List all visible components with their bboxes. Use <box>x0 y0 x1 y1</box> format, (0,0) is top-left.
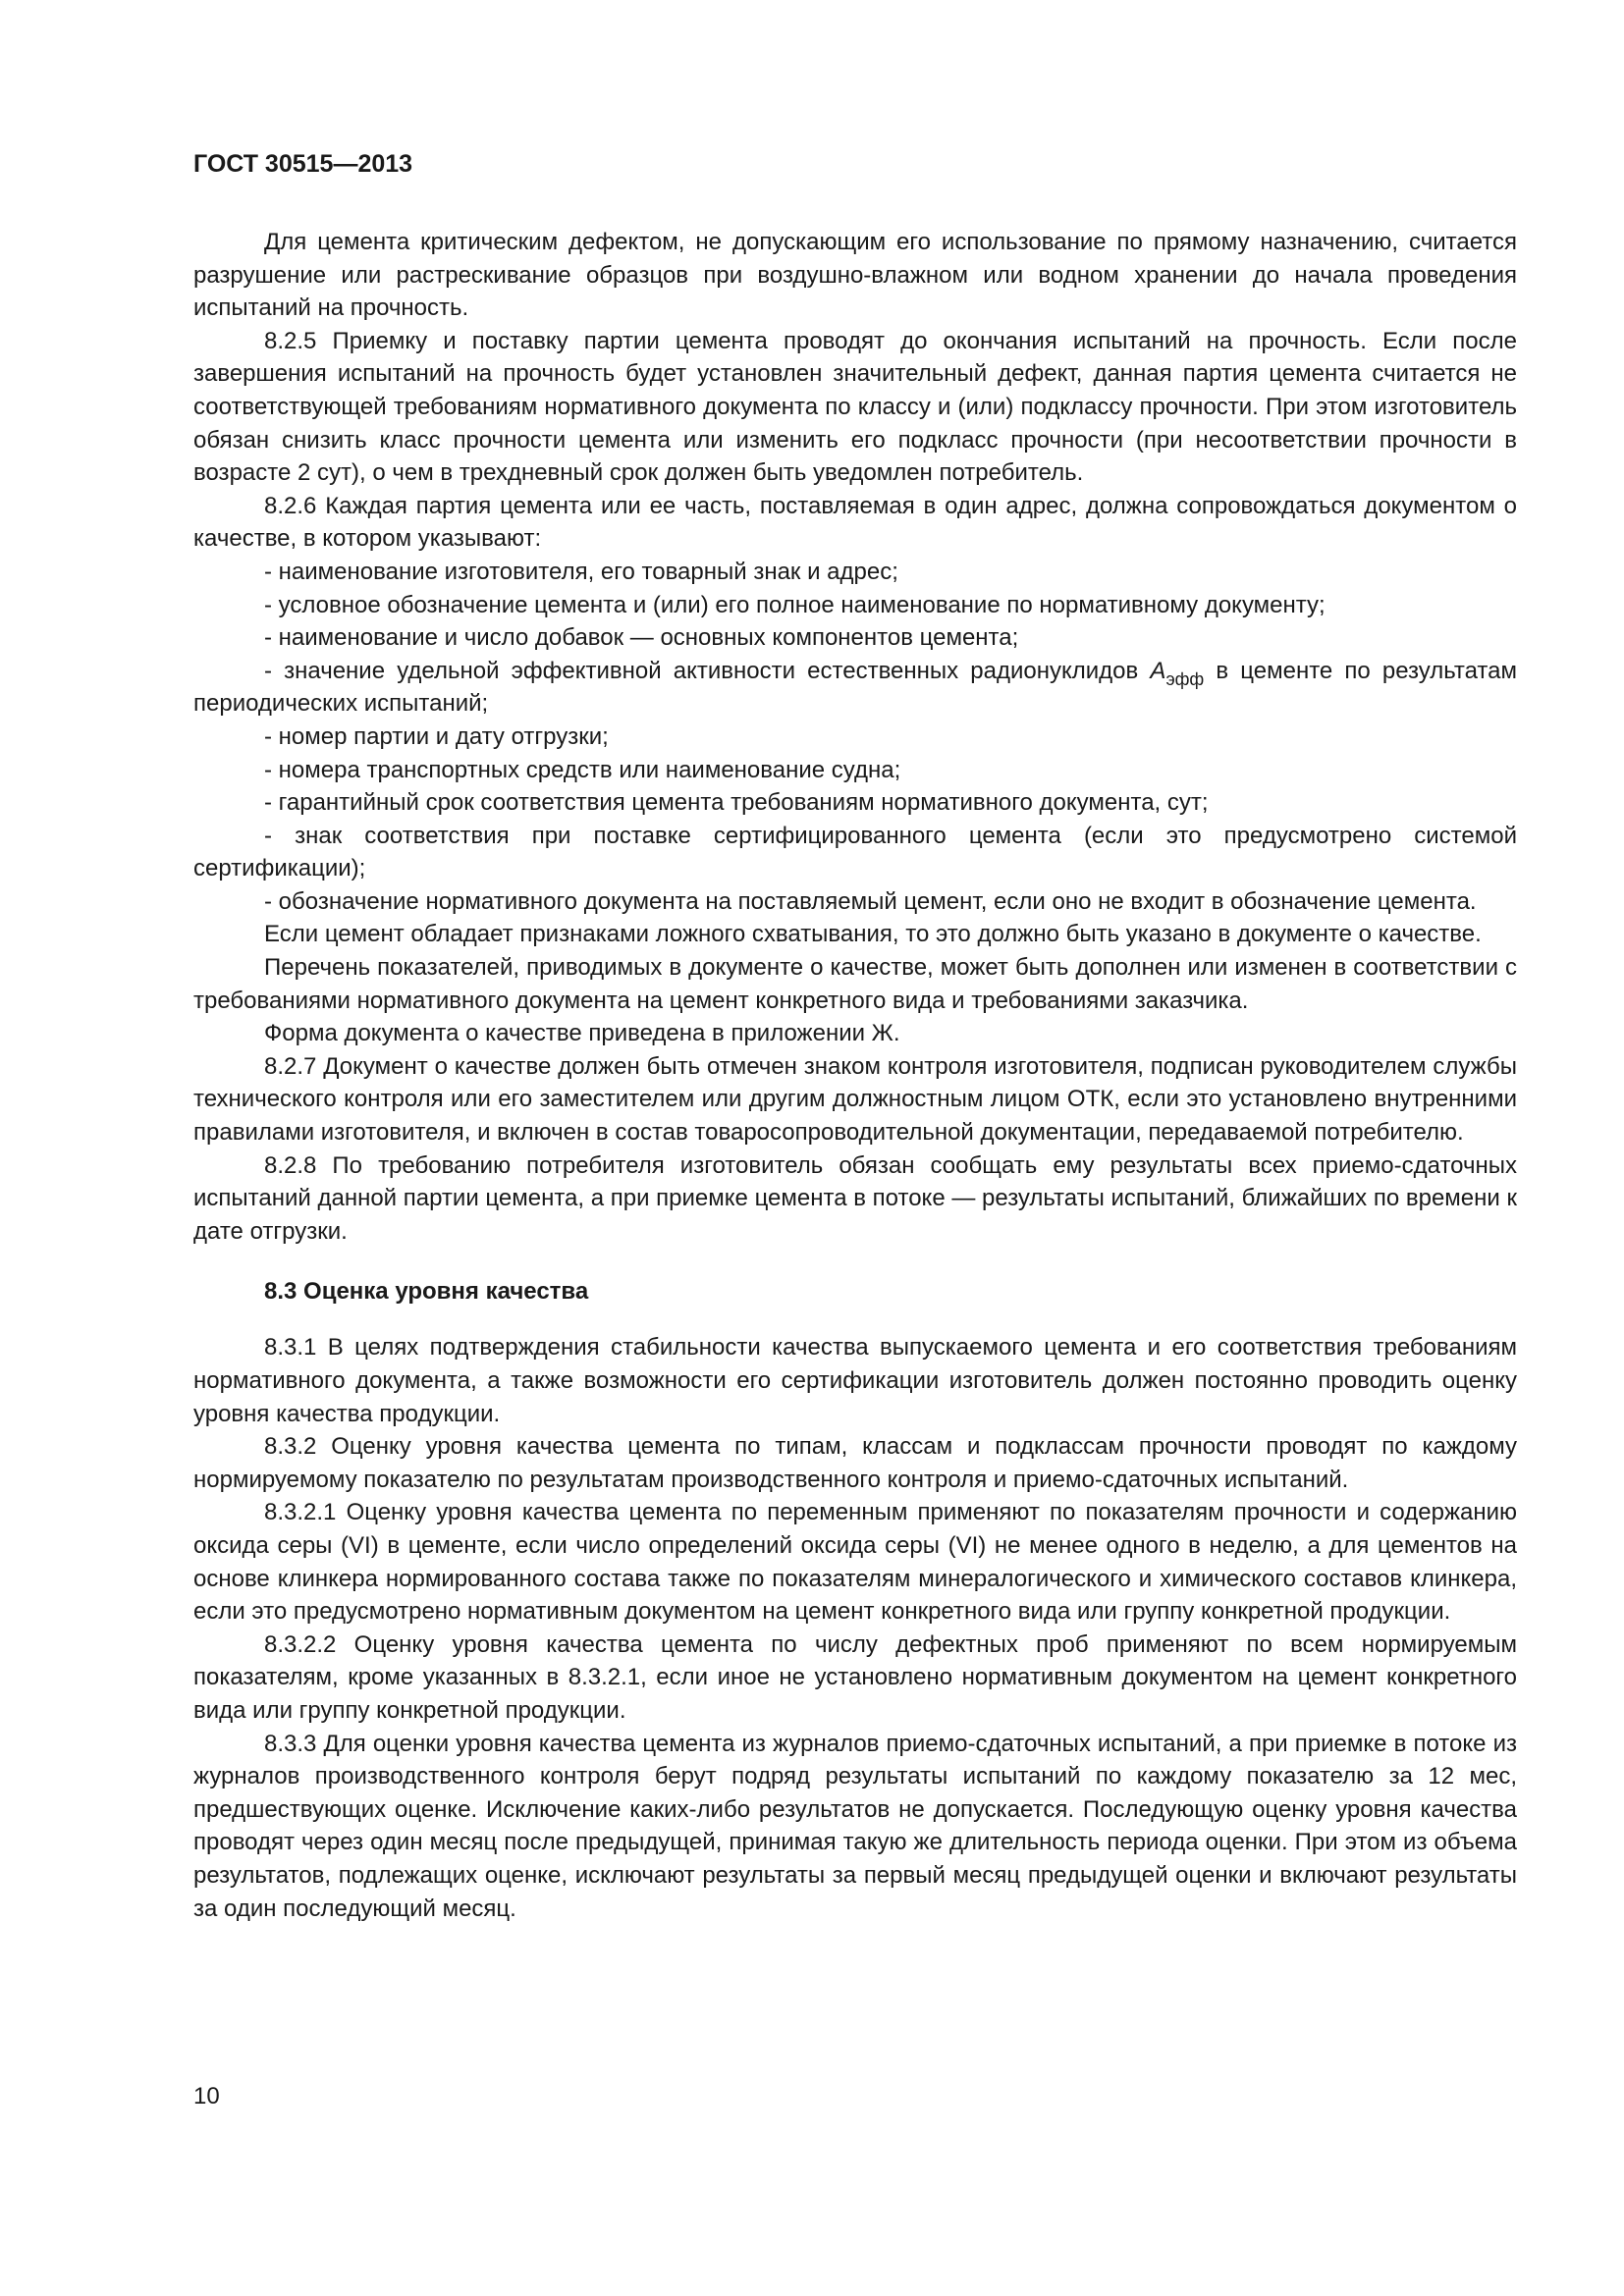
paragraph-8-2-5: 8.2.5 Приемку и поставку партии цемента проводят до окончания испытаний на прочность. Если после завершения испытаний на прочность будет установлен значительный дефект, данная партия цемента считается не соответствующей требованиям нормативного документа по классу и (или) подклассу прочности. При этом изготовитель обязан снизить класс прочности цемента или изменить его подкласс прочности (при несоответствии прочности в возрасте 2 сут), о чем в трехдневный срок должен быть уведомлен потребитель. <box>193 327 1517 487</box>
paragraph-8-2-7: 8.2.7 Документ о качестве должен быть отмечен знаком контроля изготовителя, подписан руководителем службы технического контроля или его заместителем или другим должностным лицом ОТК, если это установлено внутренними правилами изготовителя, и включен в состав товаросопроводительной документации, передаваемой потребителю. <box>193 1052 1517 1147</box>
paragraph-8-2-8: 8.2.8 По требованию потребителя изготовитель обязан сообщать ему результаты всех приемо-сдаточных испытаний данной партии цемента, а при приемке цемента в потоке — результаты испытаний, ближайших по времени к дате отгрузки. <box>193 1151 1517 1245</box>
list-item-radionuclides-text-before: - значение удельной эффективной активности естественных радионуклидов <box>264 657 1151 684</box>
paragraph-8-3-2-2: 8.3.2.2 Оценку уровня качества цемента по числу дефектных проб применяют по всем нормируемым показателям, кроме указанных в 8.3.2.1, если иное не установлено нормативным документом на цемент конкретного вида или группу конкретной продукции. <box>193 1630 1517 1724</box>
list-item-radionuclides-text-after: в цементе по результатам периодических испытаний; <box>193 657 1518 718</box>
list-item-transport: - номера транспортных средств или наименование судна; <box>264 756 901 783</box>
list-item-radionuclides <box>193 655 1517 721</box>
page-number: 10 <box>193 2083 220 2109</box>
activity-symbol-subscript: эфф <box>1165 668 1205 689</box>
paragraph-indicators-list: Перечень показателей, приводимых в документе о качестве, может быть дополнен или изменен в соответствии с требованиями нормативного документа на цемент конкретного вида и требованиями заказчика. <box>193 954 1517 1014</box>
list-item-conformity-mark: - знак соответствия при поставке сертифицированного цемента (если это предусмотрено системой сертификации); <box>193 822 1517 882</box>
list-item-manufacturer: - наименование изготовителя, его товарный знак и адрес; <box>264 558 898 585</box>
activity-symbol-letter: A <box>1150 657 1166 684</box>
list-item-additives: - наименование и число добавок — основных компонентов цемента; <box>264 624 1019 652</box>
paragraph-critical-defect: Для цемента критическим дефектом, не допускающим его использование по прямому назначению, считается разрушение или растрескивание образцов при воздушно-влажном или водном хранении до начала проведения испытаний на прочность. <box>193 229 1517 322</box>
paragraph-8-3-1: 8.3.1 В целях подтверждения стабильности качества выпускаемого цемента и его соответствия требованиям нормативного документа, а также возможности его сертификации изготовитель должен постоянно проводить оценку уровня качества продукции. <box>193 1334 1517 1427</box>
paragraph-8-3-2-1: 8.3.2.1 Оценку уровня качества цемента по переменным применяют по показателям прочности и содержанию оксида серы (VI) в цементе, если число определений оксида серы (VI) не менее одного в неделю, а для цементов на основе клинкера нормированного состава также по показателям минералогического и химического составов клинкера, если это предусмотрено нормативным документом на цемент конкретного вида или группу конкретной продукции. <box>193 1499 1517 1626</box>
list-item-warranty: - гарантийный срок соответствия цемента требованиям нормативного документа, сут; <box>264 789 1209 817</box>
paragraph-8-2-6: 8.2.6 Каждая партия цемента или ее часть, поставляемая в один адрес, должна сопровождаться документом о качестве, в котором указывают: <box>193 492 1517 553</box>
paragraph-form-reference: Форма документа о качестве приведена в приложении Ж. <box>264 1020 900 1047</box>
list-item-normative-document: - обозначение нормативного документа на поставляемый цемент, если оно не входит в обозначение цемента. <box>264 887 1477 915</box>
document-header: ГОСТ 30515—2013 <box>193 150 413 178</box>
paragraph-8-3-2: 8.3.2 Оценку уровня качества цемента по типам, классам и подклассам прочности проводят по каждому нормируемому показателю по результатам производственного контроля и приемо-сдаточных испытаний. <box>193 1433 1517 1493</box>
list-item-batch-number: - номер партии и дату отгрузки; <box>264 722 609 750</box>
activity-symbol <box>1150 657 1205 689</box>
list-item-cement-designation: - условное обозначение цемента и (или) его полное наименование по нормативному документу; <box>264 591 1326 618</box>
paragraph-false-setting: Если цемент обладает признаками ложного схватывания, то это должно быть указано в документе о качестве. <box>264 921 1482 948</box>
document-page <box>193 147 1517 1925</box>
section-title-8-3: 8.3 Оценка уровня качества <box>264 1278 589 1306</box>
paragraph-8-3-3: 8.3.3 Для оценки уровня качества цемента из журналов приемо-сдаточных испытаний, а при приемке в потоке из журналов производственного контроля берут подряд результаты испытаний по каждому показателю за 12 мес, предшествующих оценке. Исключение каких-либо результатов не допускается. Последующую оценку уровня качества проводят через один месяц после предыдущей, принимая такую же длительность периода оценки. При этом из объема результатов, подлежащих оценке, исключают результаты за первый месяц предыдущей оценки и включают результаты за один последующий месяц. <box>193 1730 1517 1922</box>
